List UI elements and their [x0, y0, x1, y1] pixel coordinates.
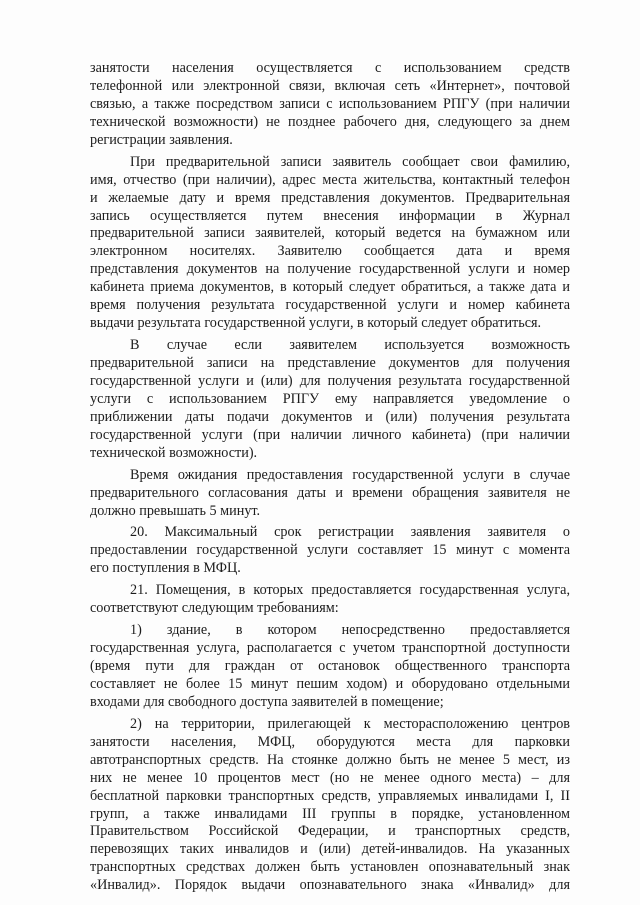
text-line: приближении даты подачи документов и (или) получения результата [90, 408, 570, 425]
paragraph [90, 582, 570, 618]
text-line: государственной услуги (при наличии личного кабинета) (при наличии [90, 426, 570, 443]
text-line: бесплатной парковки транспортных средств, управляемых инвалидами I, II [90, 787, 570, 804]
text-line: занятости населения, МФЦ, оборудуются места для парковки [90, 733, 570, 750]
text-line: предоставлении государственной услуги составляет 15 минут с момента [90, 542, 570, 559]
document-body [90, 60, 570, 895]
text-line: выдачи результата государственной услуги, в который следует обратиться. [90, 315, 542, 332]
text-line: Время ожидания предоставления государственной услуги в случае [130, 466, 570, 483]
text-line: время получения результата государственной услуги и номер кабинета [90, 297, 570, 314]
text-line: телефонной или электронной связи, включая сеть «Интернет», почтовой [90, 77, 570, 94]
text-line: (время пути для граждан от остановок общественного транспорта [90, 658, 570, 674]
paragraph [90, 622, 570, 712]
text-line: транспортных средствах должен быть установлен опознавательный знак [90, 859, 570, 876]
text-line: технической возможности). [90, 444, 258, 461]
text-line: связью, а также посредством записи с использованием РПГУ (при наличии [90, 95, 570, 112]
text-line: соответствуют следующим требованиям: [90, 600, 339, 617]
text-line: 20. Максимальный срок регистрации заявления заявителя о [130, 524, 570, 541]
text-line: 2) на территории, прилегающей к месторасположению центров [130, 715, 570, 732]
text-line: и желаемые дату и время представления документов. Предварительная [90, 189, 570, 206]
text-line: представления документов на получение государственной услуги и номер [90, 261, 570, 278]
paragraph [90, 524, 570, 578]
text-line: групп, а также инвалидами III группы в порядке, установленном [90, 805, 570, 822]
text-line: входами для свободного доступа заявителей в помещение; [90, 693, 444, 710]
paragraph [90, 467, 570, 521]
text-line: При предварительной записи заявитель сообщает свои фамилию, [130, 153, 570, 170]
text-line: занятости населения осуществляется с использованием средств [90, 60, 570, 76]
text-line: государственная услуга, располагается с учетом транспортной доступности [90, 640, 570, 657]
paragraph [90, 337, 570, 463]
paragraph [90, 716, 570, 895]
text-line: предварительной записи на представление документов для получения [90, 355, 570, 371]
text-line: 1) здание, в котором непосредственно предоставляется [130, 622, 570, 639]
text-line: предварительного согласования даты и времени обращения заявителя не [90, 484, 570, 501]
text-line: запись осуществляется путем внесения информации в Журнал [90, 207, 570, 224]
text-line: регистрации заявления. [90, 131, 233, 148]
text-line: них не менее 10 процентов мест (но не менее одного места) – для [90, 769, 570, 786]
text-line: услуги с использованием РПГУ ему направляется уведомление о [90, 390, 570, 407]
text-line: его поступления в МФЦ. [90, 560, 241, 577]
text-line: технической возможности) не позднее рабочего дня, следующего за днем [90, 113, 570, 130]
text-line: электронном носителях. Заявителю сообщается дата и время [90, 243, 570, 260]
text-line: Правительством Российской Федерации, и транспортных средств, [90, 823, 570, 840]
text-line: предварительной записи заявителей, который ведется на бумажном или [90, 225, 570, 242]
text-line: государственной услуги и (или) для получения результата государственной [90, 372, 570, 389]
text-line: имя, отчество (при наличии), адрес места жительства, контактный телефон [90, 171, 570, 188]
text-line: перевозящих таких инвалидов и (или) детей-инвалидов. На указанных [90, 841, 570, 858]
text-line: должно превышать 5 минут. [90, 502, 261, 519]
text-line: кабинета приема документов, в который следует обратиться, а также дата и [90, 279, 570, 296]
text-line: В случае если заявителем используется возможность [130, 337, 570, 354]
text-line: 21. Помещения, в которых предоставляется государственная услуга, [130, 582, 570, 599]
text-line: автотранспортных средств. На стоянке должно быть не менее 5 мест, из [90, 751, 570, 768]
text-line: «Инвалид». Порядок выдачи опознавательного знака «Инвалид» для [90, 877, 570, 894]
paragraph [90, 154, 570, 333]
text-line: составляет не более 15 минут пешим ходом) и оборудовано отдельными [90, 675, 570, 692]
paragraph [90, 60, 570, 150]
